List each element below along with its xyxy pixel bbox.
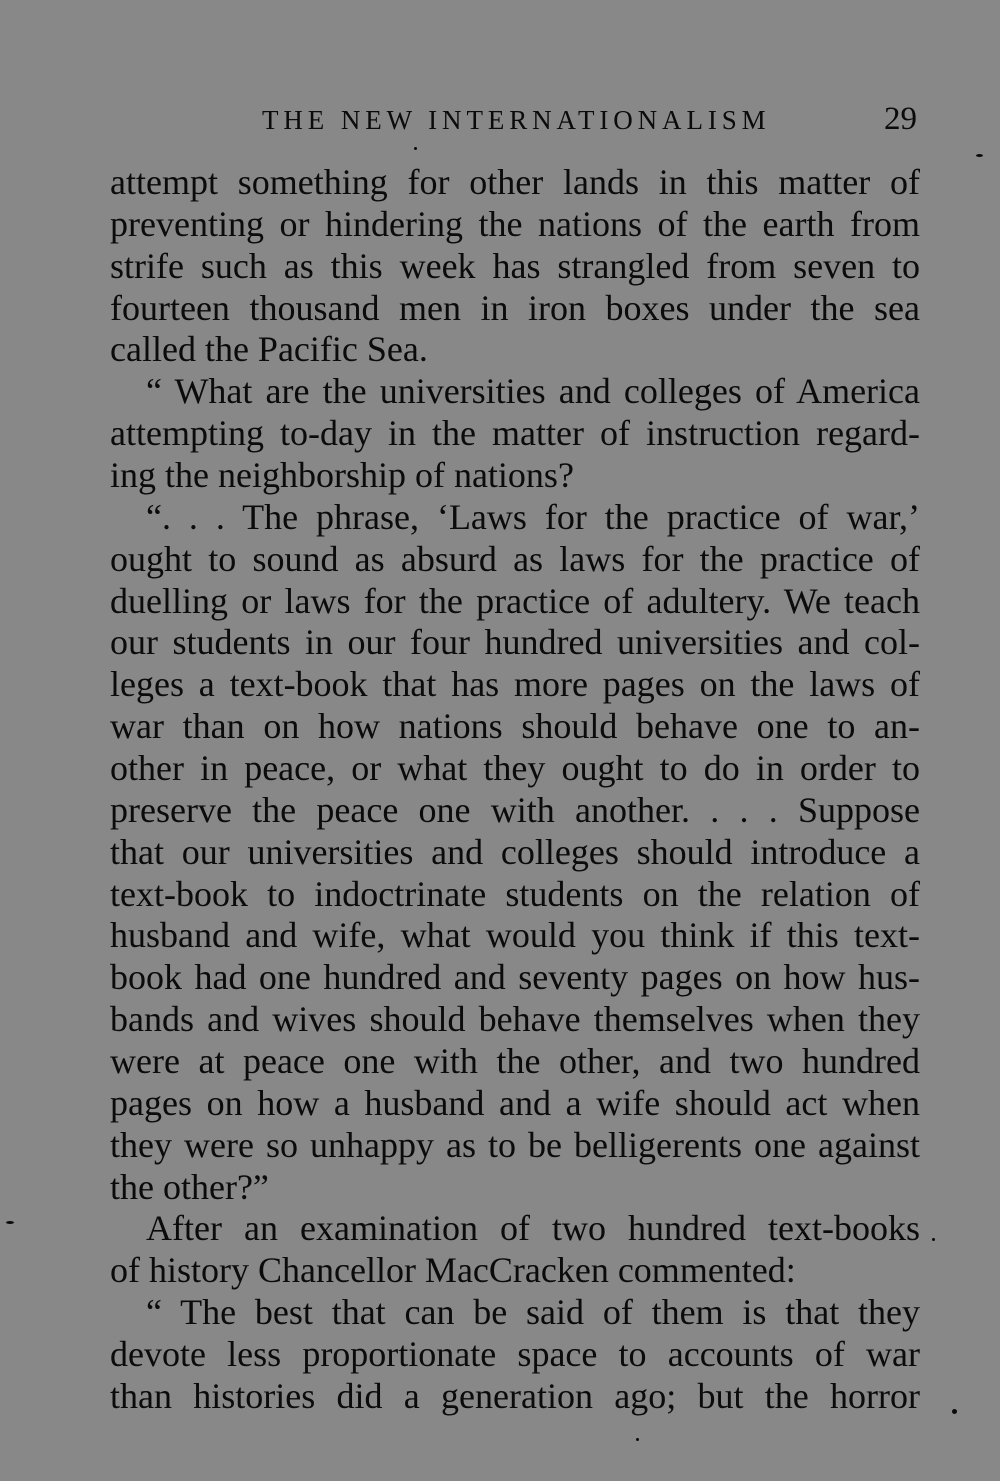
paragraph (110, 162, 920, 371)
text-line: other in peace, or what they ought to do in order to (110, 748, 920, 789)
text-line: husband and wife, what would you think if this text- (110, 915, 920, 956)
paragraph (110, 497, 920, 1209)
scan-speck (414, 147, 417, 150)
text-line: than histories did a generation ago; but the horror (110, 1375, 920, 1416)
text-line: the other?” (110, 1166, 269, 1207)
page-number: 29 (884, 101, 917, 137)
running-head: THE NEW INTERNATIONALISM (262, 105, 771, 135)
text-line: ought to sound as absurd as laws for the practice of (110, 538, 920, 579)
text-line: our students in our four hundred universities and col- (110, 622, 920, 663)
text-line: were at peace one with the other, and two hundred (110, 1041, 920, 1082)
scan-speck (976, 154, 983, 157)
text-line: ing the neighborship of nations? (110, 455, 574, 496)
scan-speck (636, 1438, 639, 1441)
text-line: preventing or hindering the nations of the earth from (110, 203, 920, 244)
text-line: war than on how nations should behave one to an- (110, 706, 920, 747)
scan-speck (932, 1238, 935, 1241)
text-line: “. . . The phrase, ‘Laws for the practice of war,’ (146, 496, 920, 537)
text-line: devote less proportionate space to accounts of war (110, 1334, 920, 1375)
text-line: strife such as this week has strangled from seven to (110, 245, 920, 286)
text-line: they were so unhappy as to be belligerents one against (110, 1124, 920, 1165)
text-line: pages on how a husband and a wife should act when (110, 1082, 920, 1123)
text-line: preserve the peace one with another. . . . Suppose (110, 789, 920, 830)
text-line: After an examination of two hundred text-books (146, 1208, 920, 1249)
text-line: leges a text-book that has more pages on the laws of (110, 664, 920, 705)
text-line: fourteen thousand men in iron boxes under the sea (110, 287, 920, 328)
text-line: bands and wives should behave themselves when they (110, 999, 920, 1040)
text-line: duelling or laws for the practice of adultery. We teach (110, 580, 920, 621)
paragraph (110, 1208, 920, 1292)
paragraph (110, 371, 920, 497)
text-line: book had one hundred and seventy pages on how hus- (110, 957, 920, 998)
text-line: that our universities and colleges should introduce a (110, 831, 920, 872)
text-line: of history Chancellor MacCracken commented: (110, 1250, 796, 1291)
text-line: text-book to indoctrinate students on the relation of (110, 873, 920, 914)
text-line: “ The best that can be said of them is that they (146, 1292, 920, 1333)
scan-speck (6, 1221, 14, 1224)
text-line: attempt something for other lands in this matter of (110, 162, 920, 202)
text-line: attempting to-day in the matter of instruction regard- (110, 413, 920, 454)
text-line: called the Pacific Sea. (110, 329, 428, 370)
body-text (110, 162, 920, 1418)
text-line: “ What are the universities and colleges of America (146, 371, 920, 412)
paragraph (110, 1292, 920, 1418)
scan-speck (952, 1409, 957, 1414)
